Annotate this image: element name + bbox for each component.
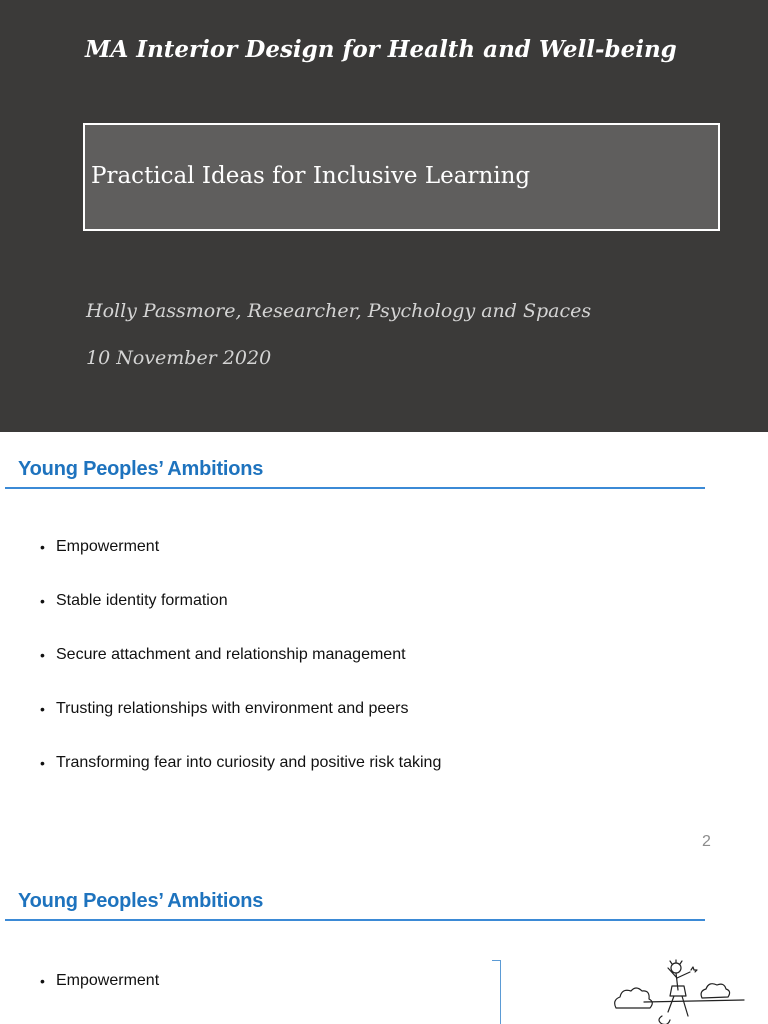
bullet-text: Empowerment [56,972,160,989]
bullet-icon: • [40,593,45,609]
presentation-date: 10 November 2020 [86,347,272,369]
heading-divider [5,487,705,489]
bullet-icon: • [40,973,45,989]
slide-heading: Young Peoples’ Ambitions [18,458,264,480]
bullet-text: Trusting relationships with environment and peers [56,700,409,717]
course-title: MA Interior Design for Health and Well-being [85,36,677,63]
heading-divider [5,919,705,921]
bullet-text: Secure attachment and relationship management [56,646,406,663]
subtitle-box [83,123,720,231]
presenter-name: Holly Passmore, Researcher, Psychology and Spaces [86,300,592,322]
bullet-text: Transforming fear into curiosity and positive risk taking [56,754,442,771]
bullet-icon: • [40,755,45,771]
bullet-icon: • [40,647,45,663]
bracket-line [492,960,501,1024]
ambitions-slide-continued [0,864,768,1024]
bullet-icon: • [40,701,45,717]
title-slide [0,0,768,432]
presentation-subtitle: Practical Ideas for Inclusive Learning [91,163,531,189]
bullet-text: Stable identity formation [56,592,228,609]
ambitions-slide [0,432,768,864]
child-on-clouds-sketch-icon [602,956,752,1024]
bullet-text: Empowerment [56,538,160,555]
bullet-icon: • [40,539,45,555]
slide-heading: Young Peoples’ Ambitions [18,890,264,912]
page-number: 2 [702,833,711,850]
